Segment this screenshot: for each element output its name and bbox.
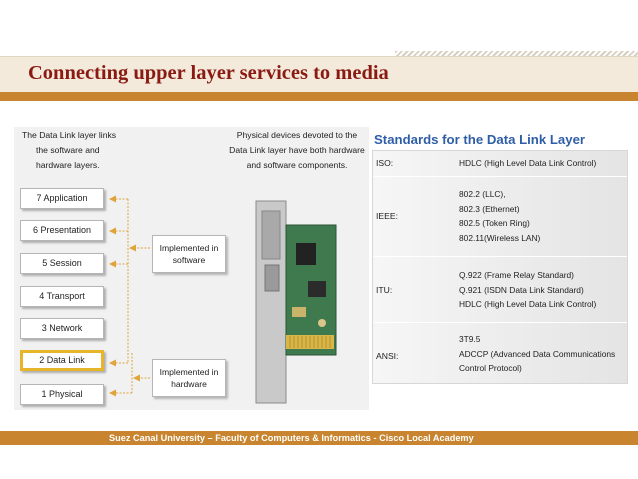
impl-hardware-line: hardware	[171, 379, 207, 389]
standards-row-iso	[373, 151, 627, 177]
caption-right-line: Data Link layer have both hardware	[229, 145, 365, 155]
standards-org: IEEE:	[376, 211, 398, 221]
standard-item: 802.3 (Ethernet)	[459, 203, 520, 214]
slide-title: Connecting upper layer services to media	[28, 62, 389, 84]
standards-org: ITU:	[376, 285, 393, 295]
standards-values	[459, 268, 596, 312]
implemented-in-software-box	[152, 235, 226, 273]
standards-org: ANSI:	[376, 351, 399, 361]
caption-left-line: the software and	[36, 145, 100, 155]
caption-right-line: and software components.	[246, 160, 348, 170]
standard-item: 3T9.5	[459, 334, 481, 344]
standard-item: 802.2 (LLC),	[459, 189, 506, 199]
standard-item: HDLC (High Level Data Link Control)	[459, 158, 597, 168]
standards-row-ieee	[373, 177, 627, 257]
standards-table	[372, 150, 628, 384]
network-card-image	[252, 195, 342, 407]
standard-item: ADCCP (Advanced Data Communications	[459, 348, 616, 359]
osi-layer-6: 6 Presentation	[20, 220, 104, 241]
osi-layer-1: 1 Physical	[20, 384, 104, 405]
osi-diagram-panel	[14, 127, 369, 410]
standard-item: 802.5 (Token Ring)	[459, 218, 530, 228]
title-rule	[0, 92, 638, 101]
standard-item: HDLC (High Level Data Link Control)	[459, 299, 597, 309]
osi-layer-2-highlighted: 2 Data Link	[20, 350, 104, 371]
caption-left-line: The Data Link layer links	[22, 130, 117, 140]
osi-layer-7: 7 Application	[20, 188, 104, 209]
standards-org: ISO:	[376, 158, 394, 168]
standards-row-ansi	[373, 323, 627, 383]
osi-layer-5: 5 Session	[20, 253, 104, 274]
impl-software-line: software	[172, 255, 206, 265]
impl-hardware-line: Implemented in	[159, 367, 219, 377]
implemented-in-hardware-box	[152, 359, 226, 397]
footer-text: Suez Canal University – Faculty of Computers & Informatics - Cisco Local Academy	[109, 433, 474, 443]
standard-item: 802.11(Wireless LAN)	[459, 232, 541, 243]
standards-row-itu	[373, 257, 627, 323]
osi-layer-3: 3 Network	[20, 318, 104, 339]
impl-software-line: Implemented in	[159, 243, 219, 253]
standards-title: Standards for the Data Link Layer	[374, 132, 586, 147]
standards-values	[459, 156, 596, 171]
standard-item: Control Protocol)	[459, 363, 522, 373]
osi-layer-4: 4 Transport	[20, 286, 104, 307]
standard-item: Q.921 (ISDN Data Link Standard)	[459, 284, 584, 295]
standards-values	[459, 187, 540, 245]
caption-left-line: hardware layers.	[36, 160, 100, 170]
standards-values	[459, 332, 615, 376]
caption-right-line: Physical devices devoted to the	[236, 130, 358, 140]
standard-item: Q.922 (Frame Relay Standard)	[459, 270, 574, 280]
